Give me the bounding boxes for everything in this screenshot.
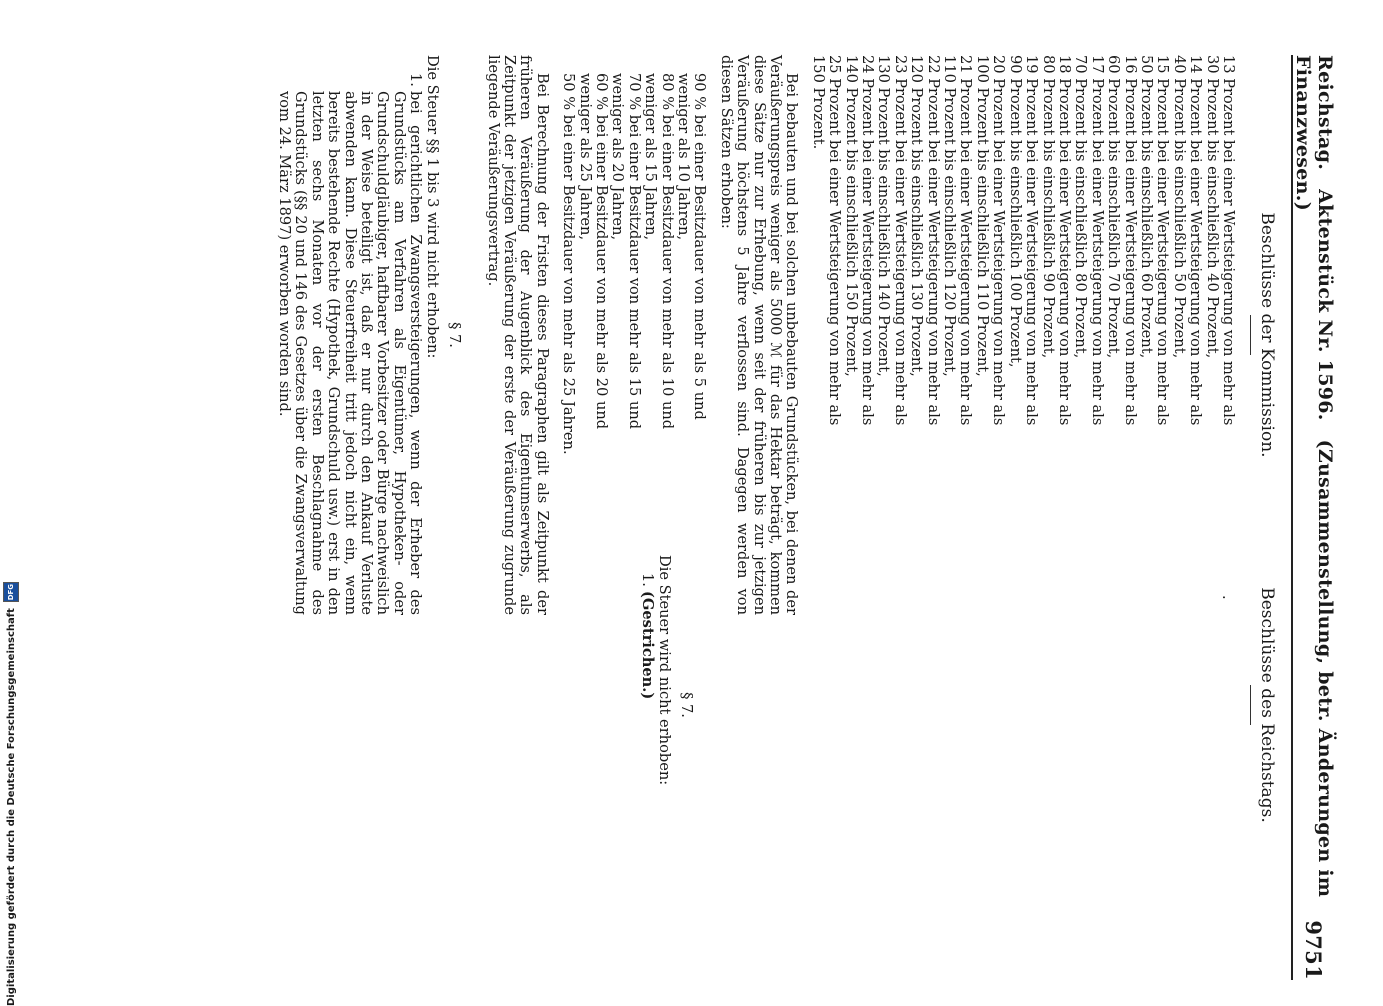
item-text: (Gestrichen.)	[639, 591, 657, 700]
holding-line: weniger als 15 Jahren,	[642, 73, 660, 241]
struck-item	[639, 573, 655, 985]
column-heading-reichstag: Beschlüsse des Reichstags.	[1250, 555, 1277, 855]
tax-rate-list	[809, 55, 1236, 615]
heading-rule	[1250, 685, 1251, 725]
page-header	[1291, 55, 1335, 980]
column-heading-commission: Beschlüsse der Kommission.	[1250, 55, 1277, 615]
holding-line: 90 % bei einer Besitzdauer von mehr als 5 und	[691, 73, 709, 420]
rate-line: 25 Prozent bei einer Wertsteigerung von mehr als	[826, 55, 844, 426]
rate-line: 24 Prozent bei einer Wertsteigerung von mehr als	[859, 55, 877, 426]
paragraph-built-land: Bei bebauten und bei solchen unbebauten Grundstücken, bei denen der Veräußerungspreis weniger als 5000 ℳ für das Hektar beträgt, kommen diese Sätze nur zur Erhebung, wenn seit der früheren bis zur jetzigen Veräußerung höchstens 5 Jahre verflossen sind. Dagegen werden von diesen Sätzen erhoben:	[717, 55, 801, 615]
paragraph-deadlines: Bei Berechnung der Fristen dieses Paragraphen gilt als Zeitpunkt der früheren Veräußerung der Augenblick des Eigentumserwerbs, als Zeitpunkt der jetzigen Veräußerung der erste der Veräußerung zugrunde liegende Veräußerungsvertrag.	[484, 55, 551, 615]
section-heading: § 7.	[446, 322, 464, 348]
rate-line: 90 Prozent bis einschließlich 100 Prozent,	[1006, 55, 1024, 368]
holding-period-list	[560, 55, 708, 615]
column-reichstag	[639, 555, 1277, 985]
rate-line: 16 Prozent bei einer Wertsteigerung von mehr als	[1121, 55, 1139, 426]
rate-line: 100 Prozent bis einschließlich 110 Prozent,	[973, 55, 991, 377]
item-number: 1.	[639, 573, 657, 587]
header-title-part2: Aktenstück Nr. 1596.	[1314, 189, 1336, 421]
header-title-part1: Reichstag.	[1314, 55, 1336, 171]
rate-line: 110 Prozent bis einschließlich 120 Prozent,	[941, 55, 959, 377]
page-number: 9751	[1301, 920, 1327, 980]
holding-line: 60 % bei einer Besitzdauer von mehr als 20 und	[592, 73, 610, 430]
rate-line: 130 Prozent bis einschließlich 140 Prozent,	[875, 55, 893, 377]
item-number: 1.	[407, 73, 425, 87]
holding-line: 80 % bei einer Besitzdauer von mehr als 10 und	[658, 73, 676, 430]
holding-line: 70 % bei einer Besitzdauer von mehr als 15 und	[625, 73, 643, 430]
rate-line: 20 Prozent bei einer Wertsteigerung von mehr als	[990, 55, 1008, 426]
rate-line: 18 Prozent bei einer Wertsteigerung von mehr als	[1055, 55, 1073, 426]
rate-line: 80 Prozent bis einschließlich 90 Prozent,	[1039, 55, 1057, 359]
rate-line: 40 Prozent bis einschließlich 50 Prozent,	[1170, 55, 1188, 359]
rate-line: 13 Prozent bei einer Wertsteigerung von mehr als	[1220, 55, 1237, 426]
rate-line: 14 Prozent bei einer Wertsteigerung von mehr als	[1187, 55, 1205, 426]
rate-line: 70 Prozent bis einschließlich 80 Prozent,	[1072, 55, 1090, 359]
rate-line: 120 Prozent bis einschließlich 130 Prozent,	[908, 55, 926, 377]
holding-line: 50 % bei einer Besitzdauer von mehr als 25 Jahren.	[560, 73, 578, 455]
holding-line: weniger als 20 Jahren,	[609, 73, 627, 241]
section-intro: Die Steuer §§ 1 bis 3 wird nicht erhoben:	[423, 55, 441, 359]
credit-text: Digitalisierung gefördert durch die Deutsche Forschungsgemeinschaft	[5, 608, 17, 1006]
rate-line: 21 Prozent bei einer Wertsteigerung von mehr als	[957, 55, 975, 426]
section-heading: § 7.	[678, 692, 695, 718]
holding-line: weniger als 10 Jahren,	[675, 73, 692, 241]
rate-line: 140 Prozent bis einschließlich 150 Prozent,	[842, 55, 860, 377]
heading-rule	[1250, 315, 1251, 355]
dfg-logo: DFG	[3, 582, 19, 602]
rate-line: 30 Prozent bis einschließlich 40 Prozent,	[1203, 55, 1221, 359]
rate-line: 15 Prozent bei einer Wertsteigerung von mehr als	[1154, 55, 1172, 426]
rate-line: 23 Prozent bei einer Wertsteigerung von mehr als	[891, 55, 909, 426]
rate-line: 60 Prozent bis einschließlich 70 Prozent,	[1105, 55, 1123, 359]
rate-line: 50 Prozent bis einschließlich 60 Prozent,	[1137, 55, 1155, 359]
header-title-part3: (Zusammenstellung, betr. Änderungen im Finanzwesen.)	[1292, 55, 1336, 898]
rate-line: 17 Prozent bei einer Wertsteigerung von mehr als	[1088, 55, 1106, 426]
holding-line: weniger als 25 Jahren,	[576, 73, 594, 241]
header-title	[1292, 55, 1336, 920]
stray-mark: .	[1219, 595, 1236, 600]
exemption-item	[276, 73, 424, 615]
rate-line: 150 Prozent.	[809, 55, 827, 150]
item-text: bei gerichtlichen Zwangsversteigerungen, wenn der Erheber des Grundstücks am Verfahren als Eigentümer, Hypotheken- oder Grundschuldgläubiger, haftbarer Vorbesitzer oder Bürge nachweislich in der Weise beteiligt ist, daß er nur durch den Ankauf Verluste abwenden kann. Diese Steuerfreiheit tritt jedoch nicht ein, wenn bereits bestehende Rechte (Hypothek, Grundschuld usw.) erst in den letzten sechs Monaten vor der ersten Beschlagnahme des Grundstücks (§§ 20 und 146 des Gesetzes über die Zwangsverwaltung vom 24. März 1897) erworben worden sind.	[276, 91, 425, 615]
digitization-credit	[0, 16, 22, 1006]
section-intro: Die Steuer wird nicht erhoben:	[655, 555, 673, 786]
column-commission	[276, 55, 1277, 615]
rate-line: 19 Prozent bei einer Wertsteigerung von mehr als	[1023, 55, 1041, 426]
rate-line: 22 Prozent bei einer Wertsteigerung von mehr als	[924, 55, 942, 426]
